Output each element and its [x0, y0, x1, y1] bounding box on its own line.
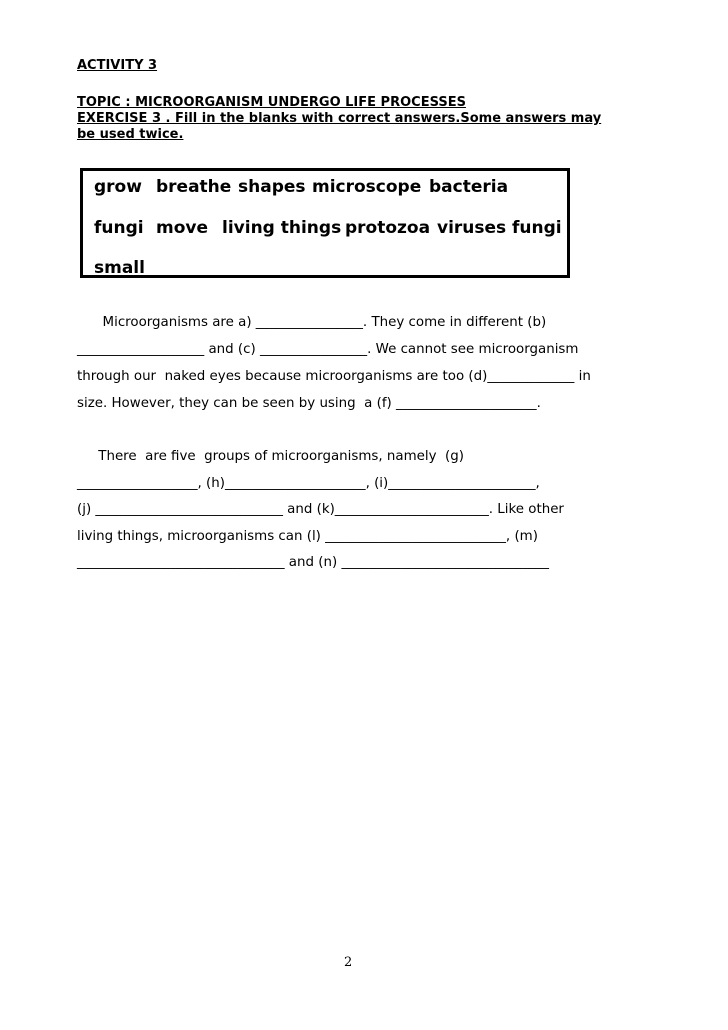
word-bank-word: bacteria	[429, 177, 509, 197]
word-bank-word: protozoa	[345, 218, 431, 238]
topic-heading: TOPIC : MICROORGANISM UNDERGO LIFE PROCESSES	[77, 95, 466, 110]
paragraph2-line: living things, microorganisms can (l) ___________________________, (m)	[77, 529, 538, 544]
word-bank-word: living things	[222, 218, 342, 238]
word-bank-word: move	[156, 218, 209, 238]
paragraph2-line: __________________, (h)_____________________, (i)______________________,	[77, 476, 540, 491]
word-bank-word: breathe	[156, 177, 232, 197]
paragraph1-line: ___________________ and (c) ________________. We cannot see microorganism	[77, 342, 579, 357]
word-bank-word: small	[94, 258, 145, 278]
word-bank-word: shapes	[238, 177, 306, 197]
page-number: 2	[344, 955, 353, 970]
exercise-instruction-line1: EXERCISE 3 . Fill in the blanks with correct answers.Some answers may	[77, 111, 602, 126]
word-bank-word: microscope	[312, 177, 422, 197]
word-bank-word: viruses	[437, 218, 507, 238]
activity-heading: ACTIVITY 3	[77, 58, 158, 73]
paragraph2-line: _______________________________ and (n) _______________________________	[77, 555, 550, 570]
paragraph1-line: size. However, they can be seen by using a (f) _____________________.	[77, 396, 541, 411]
word-bank-word: grow	[94, 177, 142, 197]
word-bank-word: fungi	[94, 218, 144, 238]
paragraph2-line: (j) ____________________________ and (k)_______________________. Like other	[77, 502, 564, 517]
paragraph1-line: through our naked eyes because microorganisms are too (d)_____________ in	[77, 369, 591, 384]
exercise-instruction-line2: be used twice.	[77, 127, 184, 142]
paragraph2-line: There are five groups of microorganisms, namely (g)	[77, 449, 464, 464]
word-bank-box	[80, 168, 570, 278]
paragraph1-line: Microorganisms are a) ________________. They come in different (b)	[77, 315, 547, 330]
word-bank-word: fungi	[512, 218, 562, 238]
